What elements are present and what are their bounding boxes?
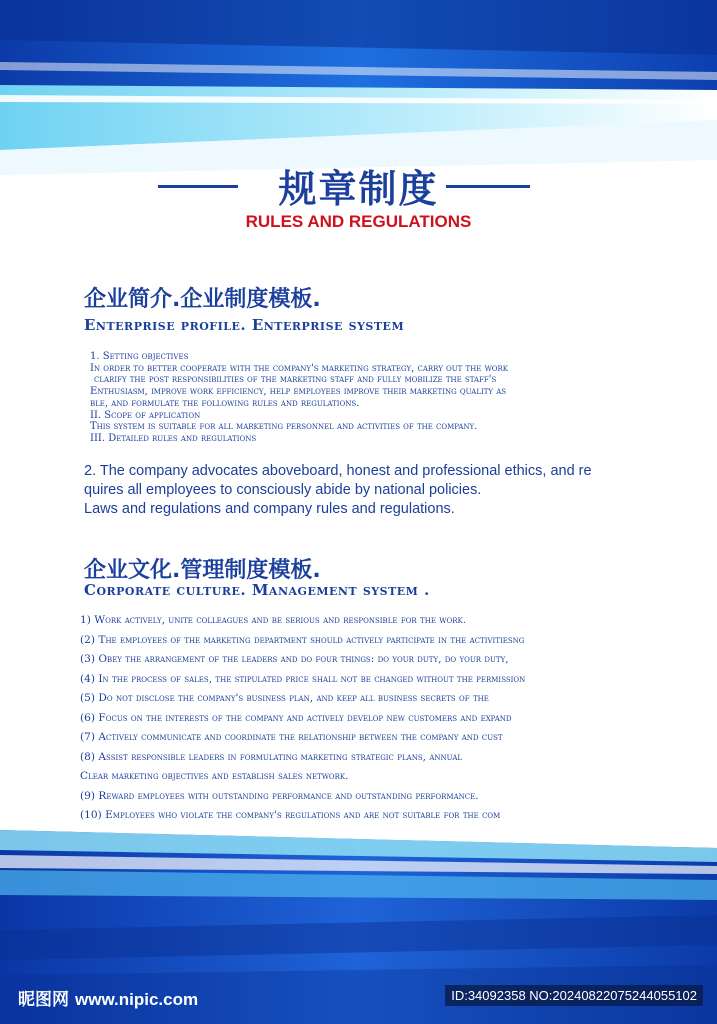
page-title-cn: 规章制度: [278, 167, 439, 211]
title-row: [0, 158, 717, 213]
section1-heading-cn: 企业简介.企业制度模板.: [84, 287, 321, 312]
small-line: II. Scope of application: [90, 409, 201, 421]
list-item: (3) Obey the arrangement of the leaders and do four things: do your duty, do your duty,: [80, 653, 509, 665]
paragraph-line: 2. The company advocates aboveboard, honest and professional ethics, and re: [84, 463, 592, 479]
small-line: ble, and formulate the following rules and regulations.: [90, 397, 360, 409]
section2-heading-en: Corporate culture. Management system .: [84, 581, 430, 599]
section1-heading-en: Enterprise profile. Enterprise system: [84, 316, 405, 334]
paragraph-line: quires all employees to consciously abide by national policies.: [84, 482, 482, 498]
list-item: Clear marketing objectives and establish sales network.: [80, 770, 349, 782]
small-line: 1. Setting objectives: [90, 351, 189, 362]
list-item: (6) Focus on the interests of the company and actively develop new customers and expand: [80, 711, 512, 724]
small-line: III. Detailed rules and regulations: [90, 432, 257, 444]
section1-small-text: [90, 351, 650, 445]
list-item: (5) Do not disclose the company's business plan, and keep all business secrets of the: [80, 692, 489, 704]
list-item: (2) The employees of the marketing department should actively participate in the activitiesng: [80, 633, 525, 646]
list-item: (7) Actively communicate and coordinate the relationship between the company and cust: [80, 731, 503, 743]
list-item: (8) Assist responsible leaders in formulating marketing strategic plans, annual: [80, 750, 463, 763]
section2-heading-cn: 企业文化.管理制度模板.: [84, 558, 321, 583]
watermark-url: www.nipic.com: [75, 990, 199, 1009]
list-item: (9) Reward employees with outstanding performance and outstanding performance.: [80, 789, 479, 802]
list-item: 1) Work actively, unite colleagues and be serious and responsible for the work.: [80, 614, 467, 626]
section1-paragraph: [84, 462, 664, 519]
list-item: (10) Employees who violate the company's regulations and are not suitable for the com: [80, 809, 501, 821]
watermark-logo: [18, 985, 198, 1010]
small-line: Enthusiasm, improve work efficiency, help employees improve their marketing quality as: [90, 386, 507, 398]
watermark-logo-text: 昵图网: [18, 990, 69, 1010]
page-title-en: RULES AND REGULATIONS: [245, 212, 472, 231]
small-line: This system is suitable for all marketing personnel and activities of the company.: [90, 421, 478, 433]
small-line: clarify the post responsibilities of the marketing staff and fully mobilize the staff's: [94, 374, 497, 386]
list-item: (4) In the process of sales, the stipulated price shall not be changed without the permission: [80, 672, 526, 685]
paragraph-line: Laws and regulations and company rules and regulations.: [84, 501, 455, 517]
small-line: In order to better cooperate with the company's marketing strategy, carry out the work: [90, 362, 508, 374]
watermark-id: ID:34092358 NO:20240822075244055102: [445, 985, 703, 1006]
section2-list: [80, 611, 680, 826]
